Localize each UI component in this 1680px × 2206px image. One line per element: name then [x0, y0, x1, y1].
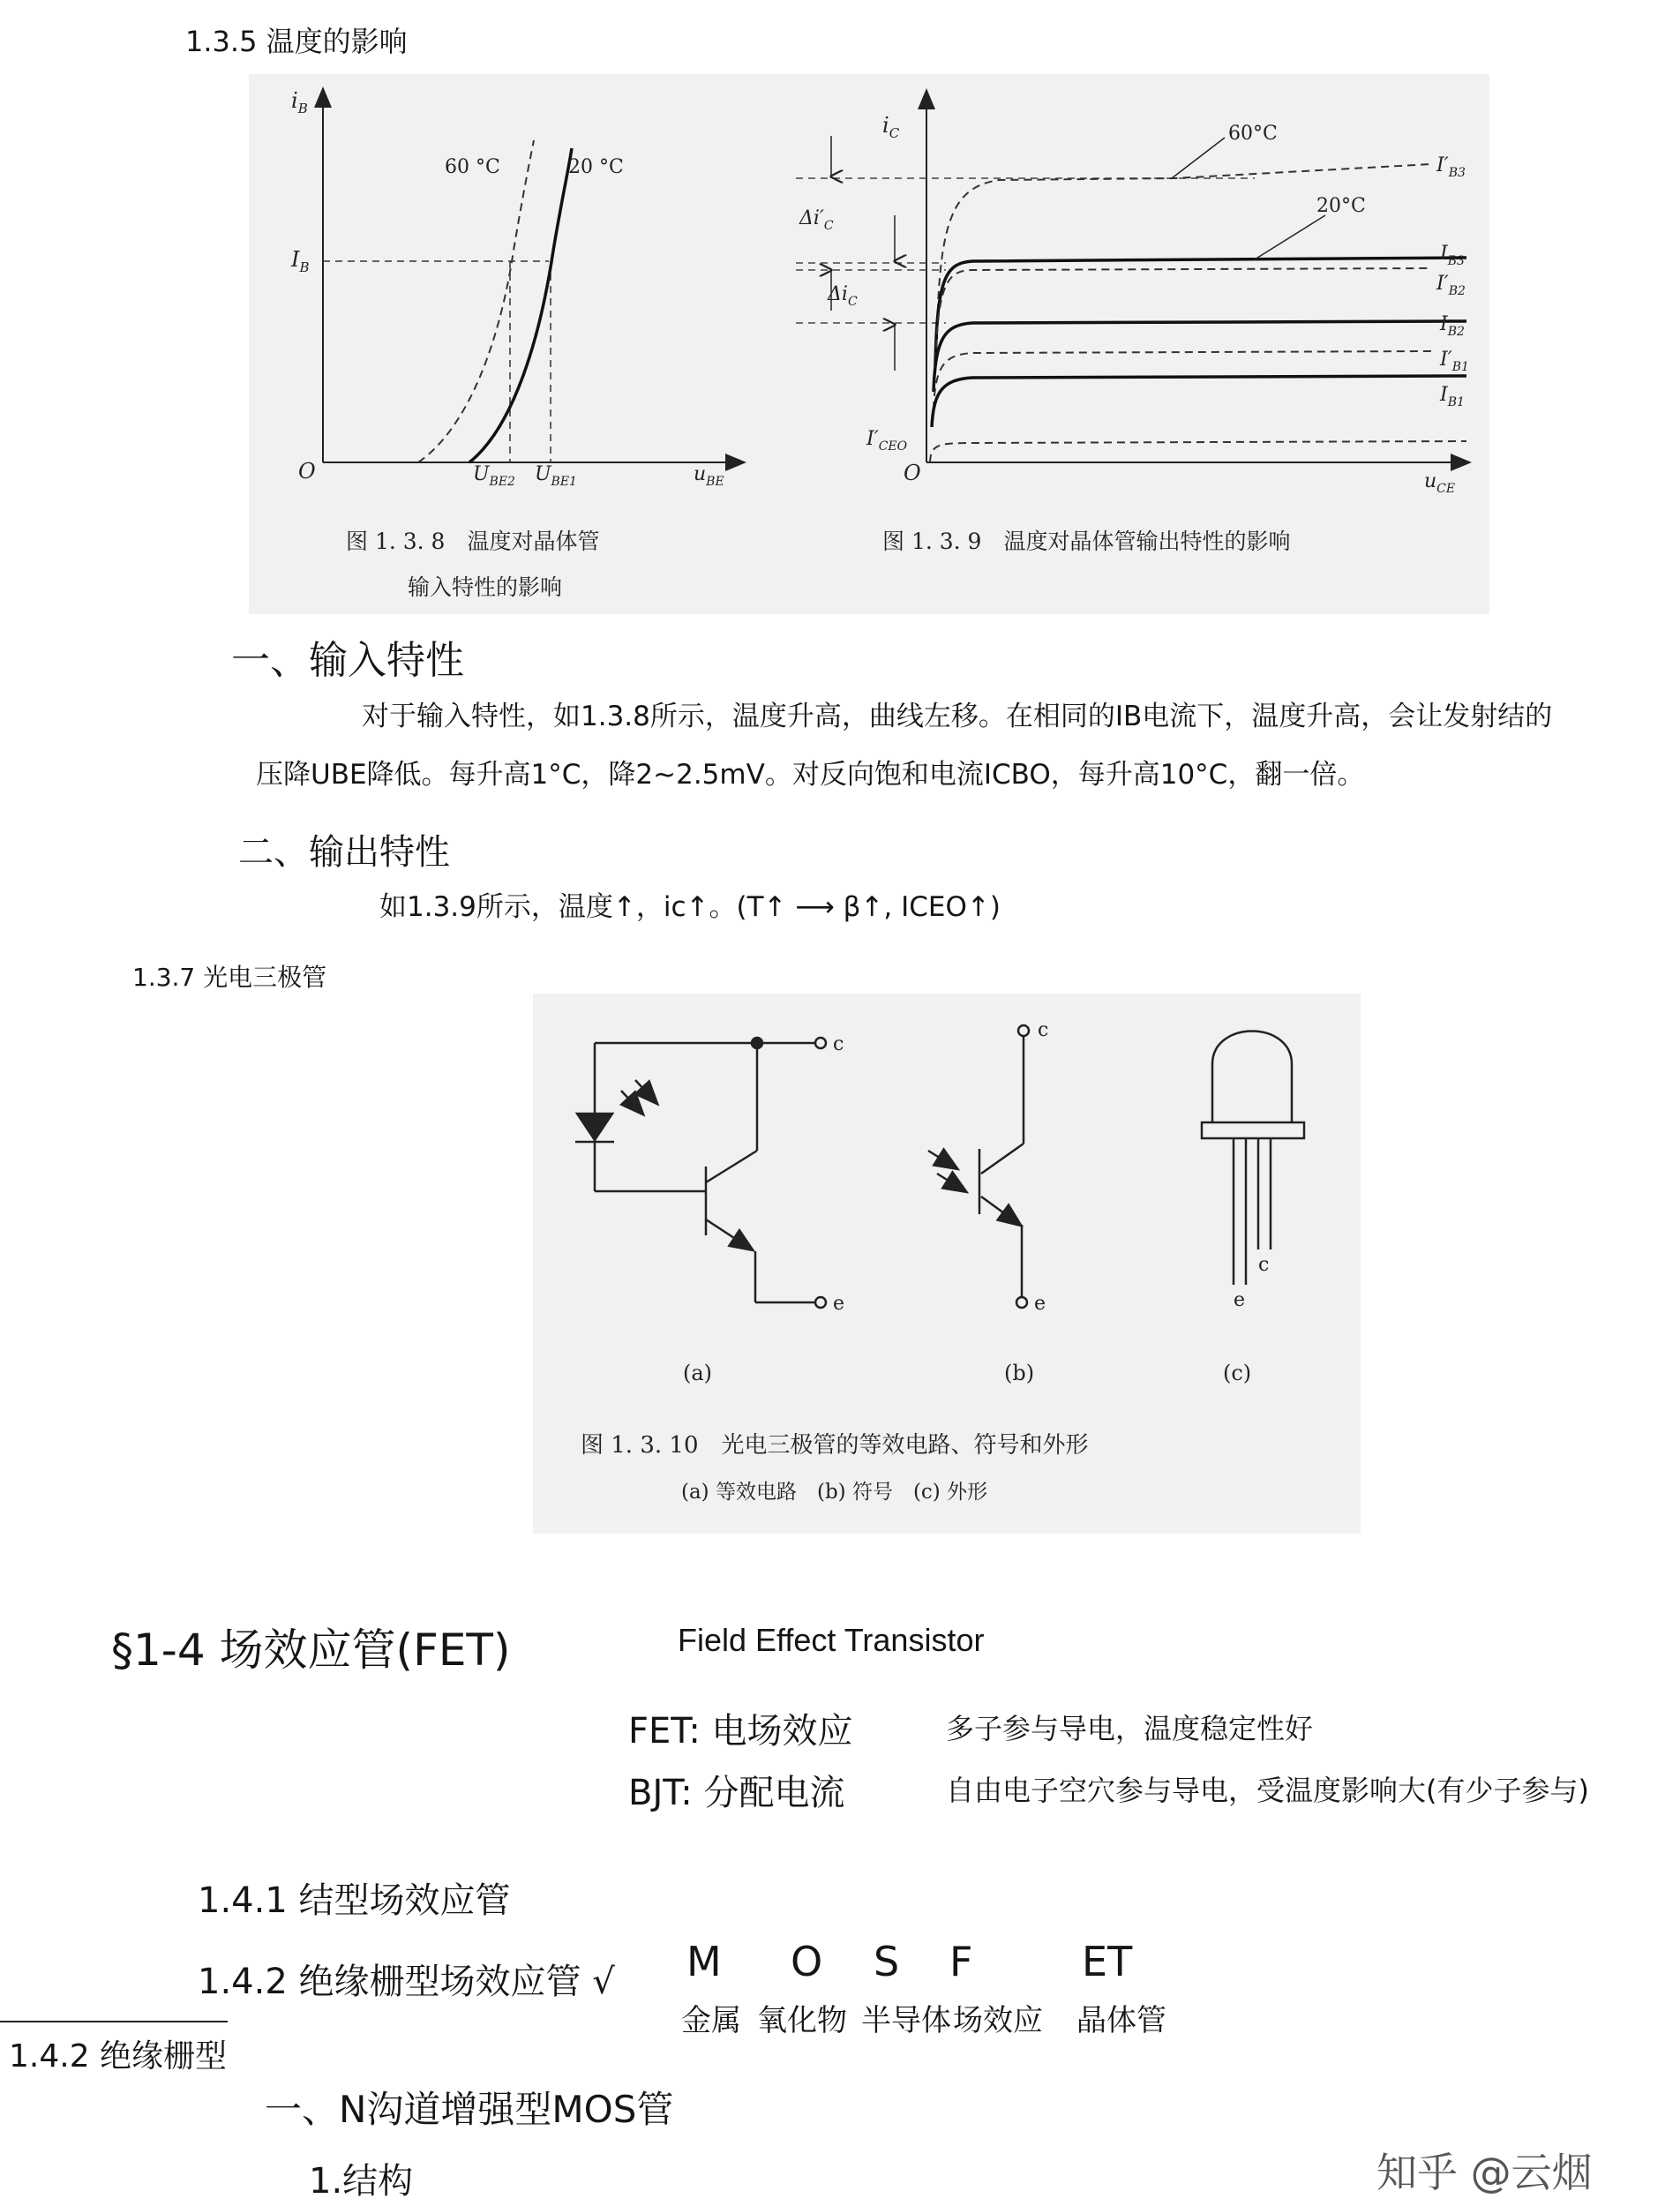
fig139-ib2-label: $I_{B2}$: [1440, 313, 1465, 339]
section-heading-1-4-2-insulated: 1.4.2 绝缘栅型: [9, 2038, 228, 2075]
symbol-b-c-label: c: [1038, 1019, 1049, 1041]
fig139-leader-20c: [1255, 215, 1325, 259]
fig138-ube1-label: $U_{BE1}$: [535, 463, 577, 489]
figure-temperature-effects: [249, 74, 1489, 614]
fig139-ib1p-label: $I'_{B1}$: [1440, 349, 1469, 374]
fig139-curve-ib1p: [934, 351, 1431, 409]
fig139-curve-ib3p: [937, 164, 1431, 339]
symbol-b-e-label: e: [1034, 1293, 1046, 1315]
fig1310-caption-line2: (a) 等效电路 (b) 符号 (c) 外形: [681, 1481, 988, 1504]
outline-c: [1202, 1032, 1304, 1286]
note-input-line1: 对于输入特性，如1.3.8所示，温度升高，曲线左移。在相同的IB电流下，温度升高，会让发射结的: [362, 701, 1553, 732]
mosfet-word-oxide: 氧化物: [757, 2003, 847, 2038]
outline-c-e-label: e: [1234, 1289, 1246, 1311]
compare-fet-desc: 多子参与导电，温度稳定性好: [946, 1712, 1314, 1745]
subfig-a-label: (a): [683, 1361, 713, 1385]
fig139-dic1-label: $\Delta i'_C$: [799, 207, 834, 233]
circuit-a: [575, 1038, 826, 1308]
fig138-curve-20c: [469, 148, 572, 462]
fig139-ib3p-label: $I'_{B3}$: [1436, 154, 1466, 180]
circuit-a-e-label: e: [833, 1293, 845, 1315]
fig139-ib1-label: $I_{B1}$: [1440, 384, 1465, 409]
fig139-leader-60c: [1172, 138, 1225, 178]
fig139-iceo-label: $I'_{CEO}$: [866, 428, 908, 454]
compare-bjt-label: BJT: 分配电流: [628, 1773, 845, 1813]
fig139-label-60c: 60°C: [1228, 123, 1278, 145]
fig139-ib2p-label: $I'_{B2}$: [1436, 273, 1466, 298]
fig138-origin: O: [298, 459, 316, 484]
mosfet-word-semiconductor: 半导体: [861, 2003, 951, 2038]
mosfet-letter-o: O: [791, 1938, 823, 1985]
section-heading-1-4: §1-4 场效应管(FET): [111, 1624, 511, 1676]
note-heading-output: 二、输出特性: [238, 832, 450, 873]
figure-phototransistor: [533, 994, 1361, 1534]
fig138-ube2-label: $U_{BE2}$: [473, 463, 515, 489]
section-heading-1-3-5: 1.3.5 温度的影响: [185, 25, 408, 58]
outline-c-c-label: c: [1258, 1254, 1270, 1276]
fig139-caption: 图 1. 3. 9 温度对晶体管输出特性的影响: [882, 529, 1291, 554]
fig139-y-label: $i_C$: [882, 113, 900, 141]
figure-1-3-8-svg: [249, 74, 796, 614]
fig138-x-label: $u_{BE}$: [694, 463, 724, 489]
mosfet-word-transistor: 晶体管: [1076, 2003, 1166, 2038]
mosfet-letter-f: F: [949, 1938, 973, 1985]
subfig-c-label: (c): [1223, 1361, 1252, 1385]
fig138-ib-label: $I_B$: [291, 247, 310, 275]
mosfet-letter-et: ET: [1082, 1938, 1133, 1985]
fig139-origin: O: [904, 461, 921, 485]
circuit-a-c-label: c: [833, 1033, 844, 1055]
fig139-ib3-label: $I_{B3}$: [1440, 243, 1465, 268]
nmos-heading: 一、N沟道增强型MOS管: [265, 2088, 674, 2131]
mosfet-letter-s: S: [874, 1938, 900, 1985]
fig138-caption-line2: 输入特性的影响: [408, 574, 563, 600]
fig138-y-label: $i_B$: [291, 88, 308, 116]
section-heading-1-3-7: 1.3.7 光电三极管: [132, 963, 327, 992]
note-output-line: 如1.3.9所示，温度↑，ic↑。(T↑ ⟶ β↑, ICEO↑): [379, 891, 1001, 923]
fig139-label-20c: 20°C: [1316, 195, 1366, 217]
note-heading-input: 一、输入特性: [231, 638, 464, 683]
section-heading-1-4-2: 1.4.2 绝缘栅型场效应管 √: [198, 1962, 615, 2002]
fig139-dic2-label: $\Delta i_C$: [828, 283, 858, 309]
compare-fet-label: FET: 电场效应: [628, 1711, 853, 1752]
fig139-curve-iceo: [930, 441, 1466, 462]
compare-bjt-desc: 自由电子空穴参与导电，受温度影响大(有少子参与): [946, 1774, 1589, 1807]
section-divider: [0, 2021, 228, 2022]
fig139-curve-ib2: [934, 321, 1466, 392]
section-heading-1-4-1: 1.4.1 结型场效应管: [198, 1880, 511, 1921]
figure-1-3-9-svg: [796, 74, 1489, 614]
watermark: 知乎 @云烟: [1376, 2149, 1593, 2196]
mosfet-letter-m: M: [686, 1938, 722, 1985]
nmos-structure-heading: 1.结构: [309, 2161, 414, 2202]
section-heading-1-4-english: Field Effect Transistor: [678, 1622, 985, 1658]
fig138-curve-60c: [418, 140, 534, 462]
subfig-b-label: (b): [1004, 1361, 1035, 1385]
note-input-line2: 压降UBE降低。每升高1°C，降2~2.5mV。对反向饱和电流ICBO，每升高10°C，翻一倍。: [256, 759, 1365, 791]
fig138-label-60c: 60 °C: [445, 156, 500, 178]
figure-1-3-10-svg: [533, 994, 1361, 1534]
fig1310-caption-line1: 图 1. 3. 10 光电三极管的等效电路、符号和外形: [581, 1432, 1089, 1459]
mosfet-word-field-effect: 场效应: [953, 2003, 1043, 2038]
mosfet-word-metal: 金属: [681, 2003, 741, 2038]
fig139-curve-ib1: [932, 376, 1466, 427]
fig139-x-label: $u_{CE}$: [1424, 470, 1456, 496]
fig138-label-20c: 20 °C: [568, 156, 624, 178]
fig139-curve-ib3: [935, 258, 1466, 365]
fig138-caption-line1: 图 1. 3. 8 温度对晶体管: [346, 529, 600, 554]
symbol-b: [928, 1025, 1029, 1308]
